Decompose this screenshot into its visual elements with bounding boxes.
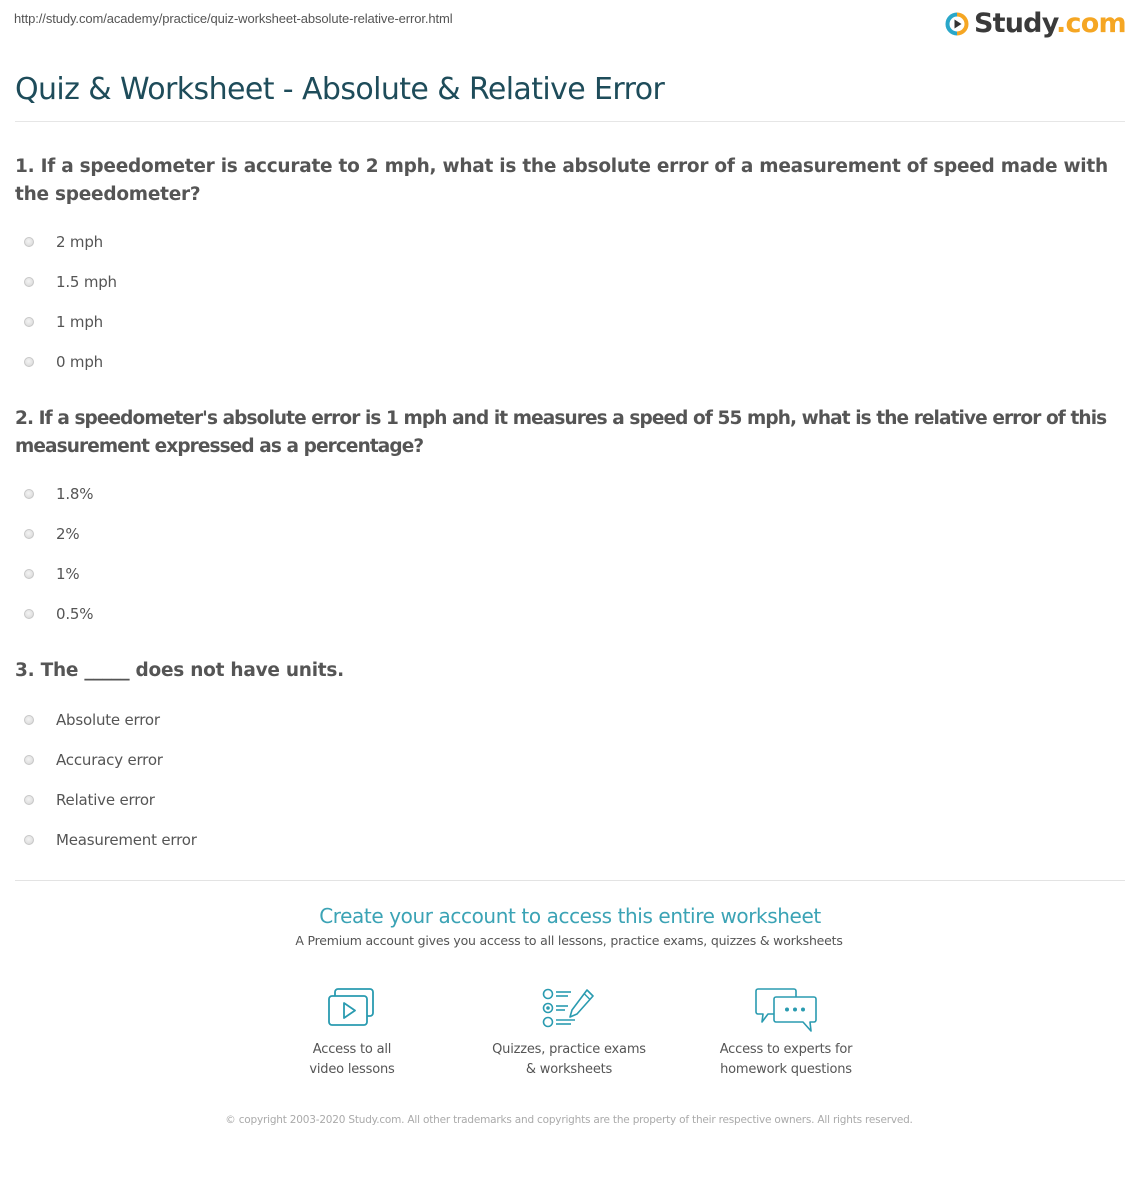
option-label: 2% <box>56 525 80 543</box>
copyright-footer: © copyright 2003-2020 Study.com. All other trademarks and copyrights are the property of their respective owners. All rights reserved. <box>225 1114 913 1126</box>
feature-label-line2: homework questions <box>720 1062 852 1077</box>
answer-options <box>15 700 1130 860</box>
radio-button[interactable] <box>24 357 34 367</box>
radio-button[interactable] <box>24 529 34 539</box>
option-label: 2 mph <box>56 233 103 251</box>
radio-button[interactable] <box>24 755 34 765</box>
section-divider <box>15 880 1125 881</box>
question-text: 3. The _____ does not have units. <box>15 660 344 681</box>
answer-option[interactable] <box>15 342 1130 382</box>
feature-experts <box>686 986 886 1080</box>
answer-option[interactable] <box>15 222 1130 262</box>
option-label: Accuracy error <box>56 751 163 769</box>
answer-option[interactable] <box>15 780 1130 820</box>
option-label: 1 mph <box>56 313 103 331</box>
create-account-link[interactable]: Create your account to access this entire worksheet <box>319 904 821 928</box>
question-text: 2. If a speedometer's absolute error is 1 mph and it measures a speed of 55 mph, what is the relative error of this measurement expressed as a percentage? <box>15 408 1107 457</box>
feature-label-line2: & worksheets <box>525 1062 613 1077</box>
title-divider <box>15 121 1125 122</box>
answer-option[interactable] <box>15 262 1130 302</box>
logo-wordmark <box>974 8 1126 40</box>
answer-option[interactable] <box>15 302 1130 342</box>
feature-label-line1: Access to all <box>312 1042 392 1057</box>
answer-option[interactable] <box>15 700 1130 740</box>
option-label: 0.5% <box>56 605 94 623</box>
logo-name: Study <box>974 8 1057 39</box>
feature-label-line2: video lessons <box>309 1062 395 1077</box>
radio-button[interactable] <box>24 609 34 619</box>
radio-button[interactable] <box>24 237 34 247</box>
answer-option[interactable] <box>15 514 1130 554</box>
feature-quizzes <box>469 986 669 1080</box>
play-circle-logo-icon <box>945 12 969 36</box>
radio-button[interactable] <box>24 835 34 845</box>
radio-button[interactable] <box>24 489 34 499</box>
feature-label-line1: Access to experts for <box>719 1042 853 1057</box>
option-label: 1.5 mph <box>56 273 117 291</box>
answer-option[interactable] <box>15 820 1130 860</box>
answer-options <box>15 474 1130 634</box>
logo-suffix: .com <box>1056 8 1126 39</box>
feature-video-lessons <box>252 986 452 1080</box>
question-3 <box>15 657 1130 860</box>
cta-subtitle: A Premium account gives you access to all lessons, practice exams, quizzes & worksheets <box>295 933 843 948</box>
study-com-logo[interactable] <box>945 8 1126 40</box>
option-label: 1.8% <box>56 485 94 503</box>
chat-bubbles-icon <box>754 986 818 1034</box>
feature-label <box>252 1040 452 1080</box>
radio-button[interactable] <box>24 715 34 725</box>
option-label: Relative error <box>56 791 155 809</box>
radio-button[interactable] <box>24 569 34 579</box>
answer-option[interactable] <box>15 594 1130 634</box>
quiz-checklist-icon <box>541 986 597 1030</box>
feature-label-line1: Quizzes, practice exams <box>492 1042 646 1057</box>
page-title: Quiz & Worksheet - Absolute & Relative Error <box>15 72 665 107</box>
option-label: Measurement error <box>56 831 197 849</box>
answer-options <box>15 222 1130 382</box>
option-label: 0 mph <box>56 353 103 371</box>
radio-button[interactable] <box>24 795 34 805</box>
answer-option[interactable] <box>15 554 1130 594</box>
question-1 <box>15 153 1130 382</box>
page-url: http://study.com/academy/practice/quiz-worksheet-absolute-relative-error.html <box>14 11 453 26</box>
video-lessons-icon <box>326 986 378 1030</box>
answer-option[interactable] <box>15 740 1130 780</box>
answer-option[interactable] <box>15 474 1130 514</box>
feature-label <box>686 1040 886 1080</box>
option-label: 1% <box>56 565 80 583</box>
radio-button[interactable] <box>24 277 34 287</box>
feature-label <box>469 1040 669 1080</box>
question-2 <box>15 405 1130 634</box>
radio-button[interactable] <box>24 317 34 327</box>
option-label: Absolute error <box>56 711 160 729</box>
question-text: 1. If a speedometer is accurate to 2 mph, what is the absolute error of a measurement of speed made with the speedometer? <box>15 156 1108 205</box>
